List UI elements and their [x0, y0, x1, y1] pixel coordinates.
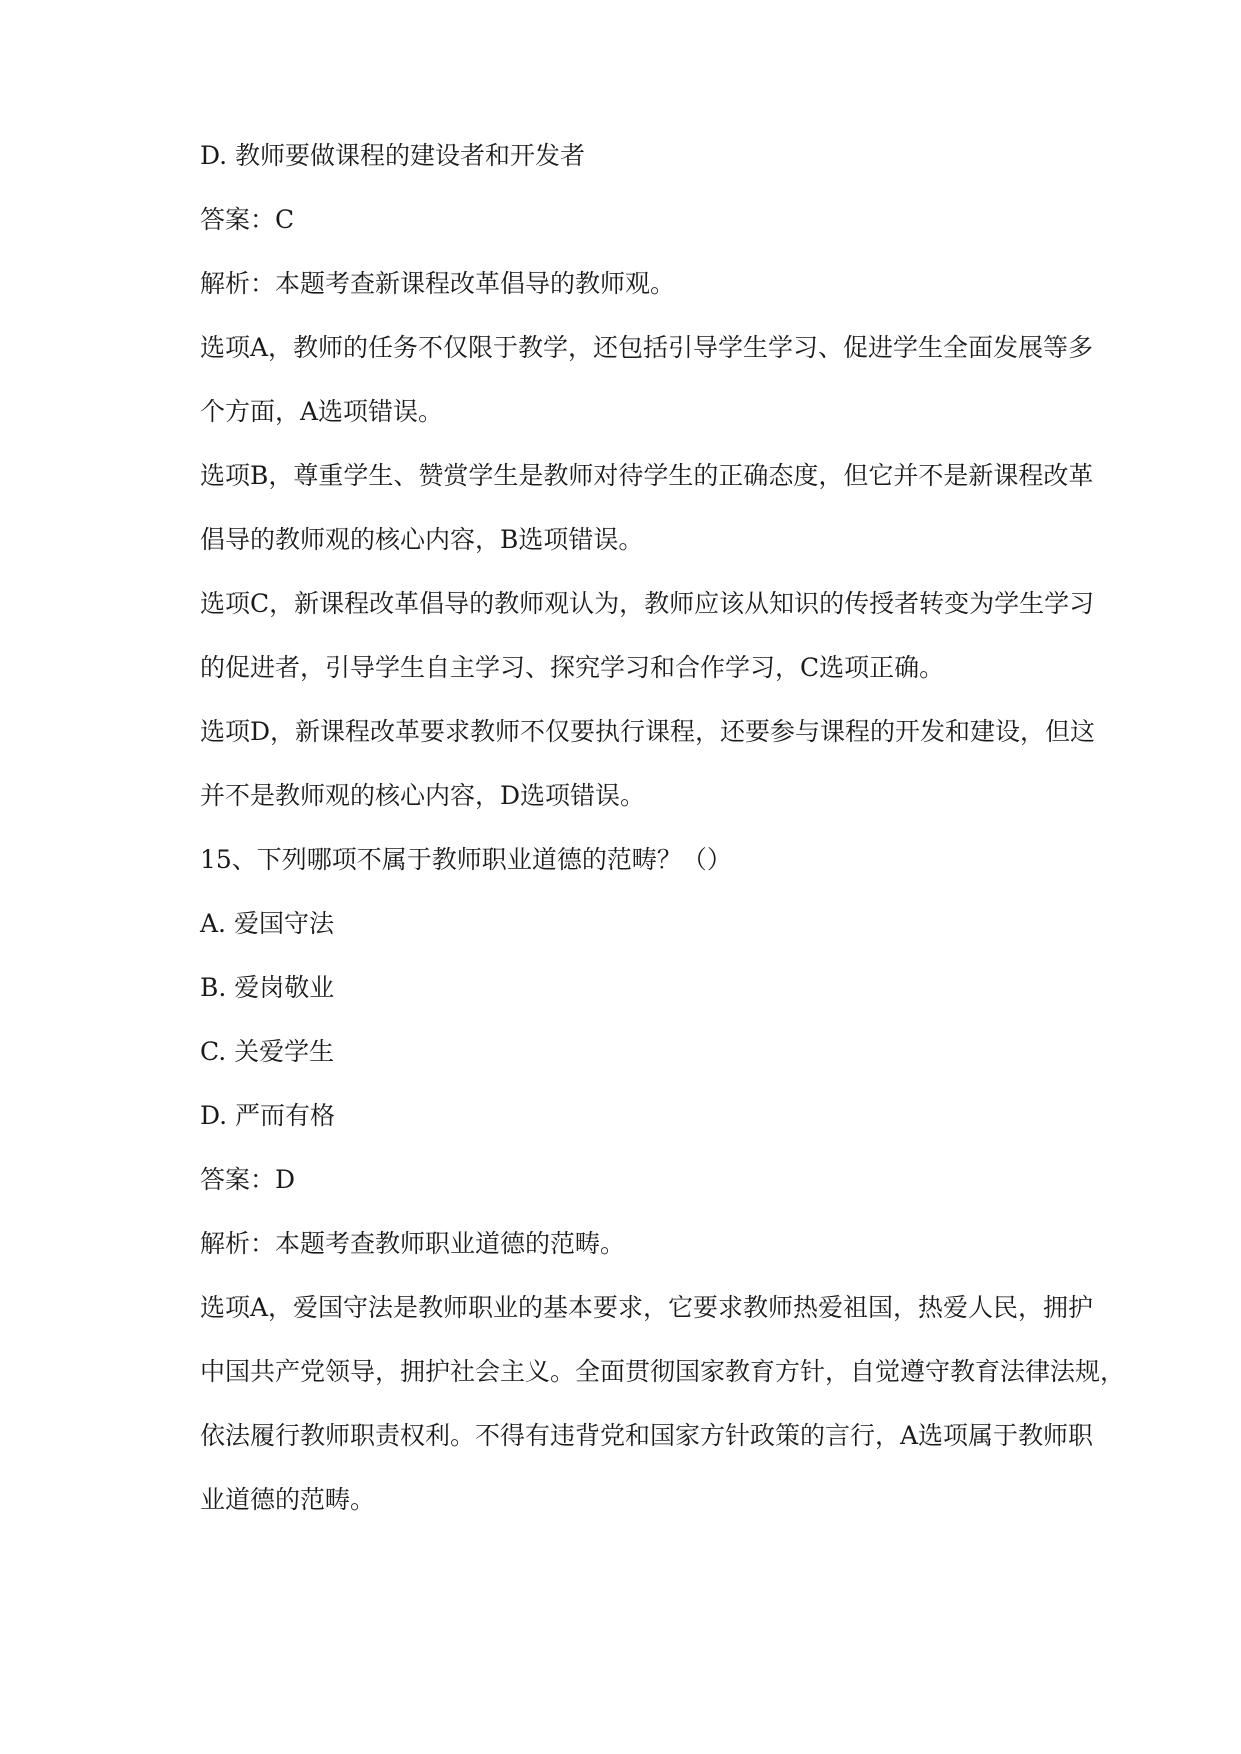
q14-explain-c-line: 选项C，新课程改革倡导的教师观认为，教师应该从知识的传授者转变为学生学习: [200, 589, 1095, 618]
q14-analysis: 解析：本题考查新课程改革倡导的教师观。: [200, 269, 676, 298]
q14-explain-d: [200, 716, 1100, 812]
q14-explain-d-line: 并不是教师观的核心内容，D选项错误。: [200, 781, 646, 810]
q14-explain-b-line: 倡导的教师观的核心内容，B选项错误。: [200, 525, 644, 554]
q14-explain-a-line: 选项A，教师的任务不仅限于教学，还包括引导学生学习、促进学生全面发展等多: [200, 333, 1094, 362]
q15-option-c: C. 关爱学生: [200, 1037, 335, 1066]
q14-explain-c: [200, 588, 1100, 684]
q14-explain-a-line: 个方面，A选项错误。: [200, 397, 444, 426]
q15-analysis: 解析：本题考查教师职业道德的范畴。: [200, 1229, 626, 1258]
q15-explain-a-line: 依法履行教师职责权利。不得有违背党和国家方针政策的言行，A选项属于教师职: [200, 1421, 1094, 1450]
q15-explain-a-line: 选项A，爱国守法是教师职业的基本要求，它要求教师热爱祖国，热爱人民，拥护: [200, 1293, 1094, 1322]
q14-explain-d-line: 选项D，新课程改革要求教师不仅要执行课程，还要参与课程的开发和建设，但这: [200, 717, 1096, 746]
q14-explain-a: [200, 332, 1100, 428]
q14-option-d: D. 教师要做课程的建设者和开发者: [200, 141, 586, 170]
q15-option-a: A. 爱国守法: [200, 909, 334, 938]
q14-explain-b-line: 选项B，尊重学生、赞赏学生是教师对待学生的正确态度，但它并不是新课程改革: [200, 461, 1094, 490]
q15-question: 15、下列哪项不属于教师职业道德的范畴？（）: [200, 845, 732, 874]
q14-answer: 答案：C: [200, 205, 295, 234]
document-body: [200, 140, 1126, 1548]
q15-explain-a-line: 业道德的范畴。: [200, 1485, 376, 1514]
q15-explain-a-line: 中国共产党领导，拥护社会主义。全面贯彻国家教育方针，自觉遵守教育法律法规，: [200, 1357, 1126, 1386]
q15-option-b: B. 爱岗敬业: [200, 973, 335, 1002]
q14-explain-c-line: 的促进者，引导学生自主学习、探究学习和合作学习，C选项正确。: [200, 653, 945, 682]
q15-explain-a: [200, 1292, 1126, 1516]
q15-answer: 答案：D: [200, 1165, 296, 1194]
q15-option-d: D. 严而有格: [200, 1101, 336, 1130]
q14-explain-b: [200, 460, 1100, 556]
